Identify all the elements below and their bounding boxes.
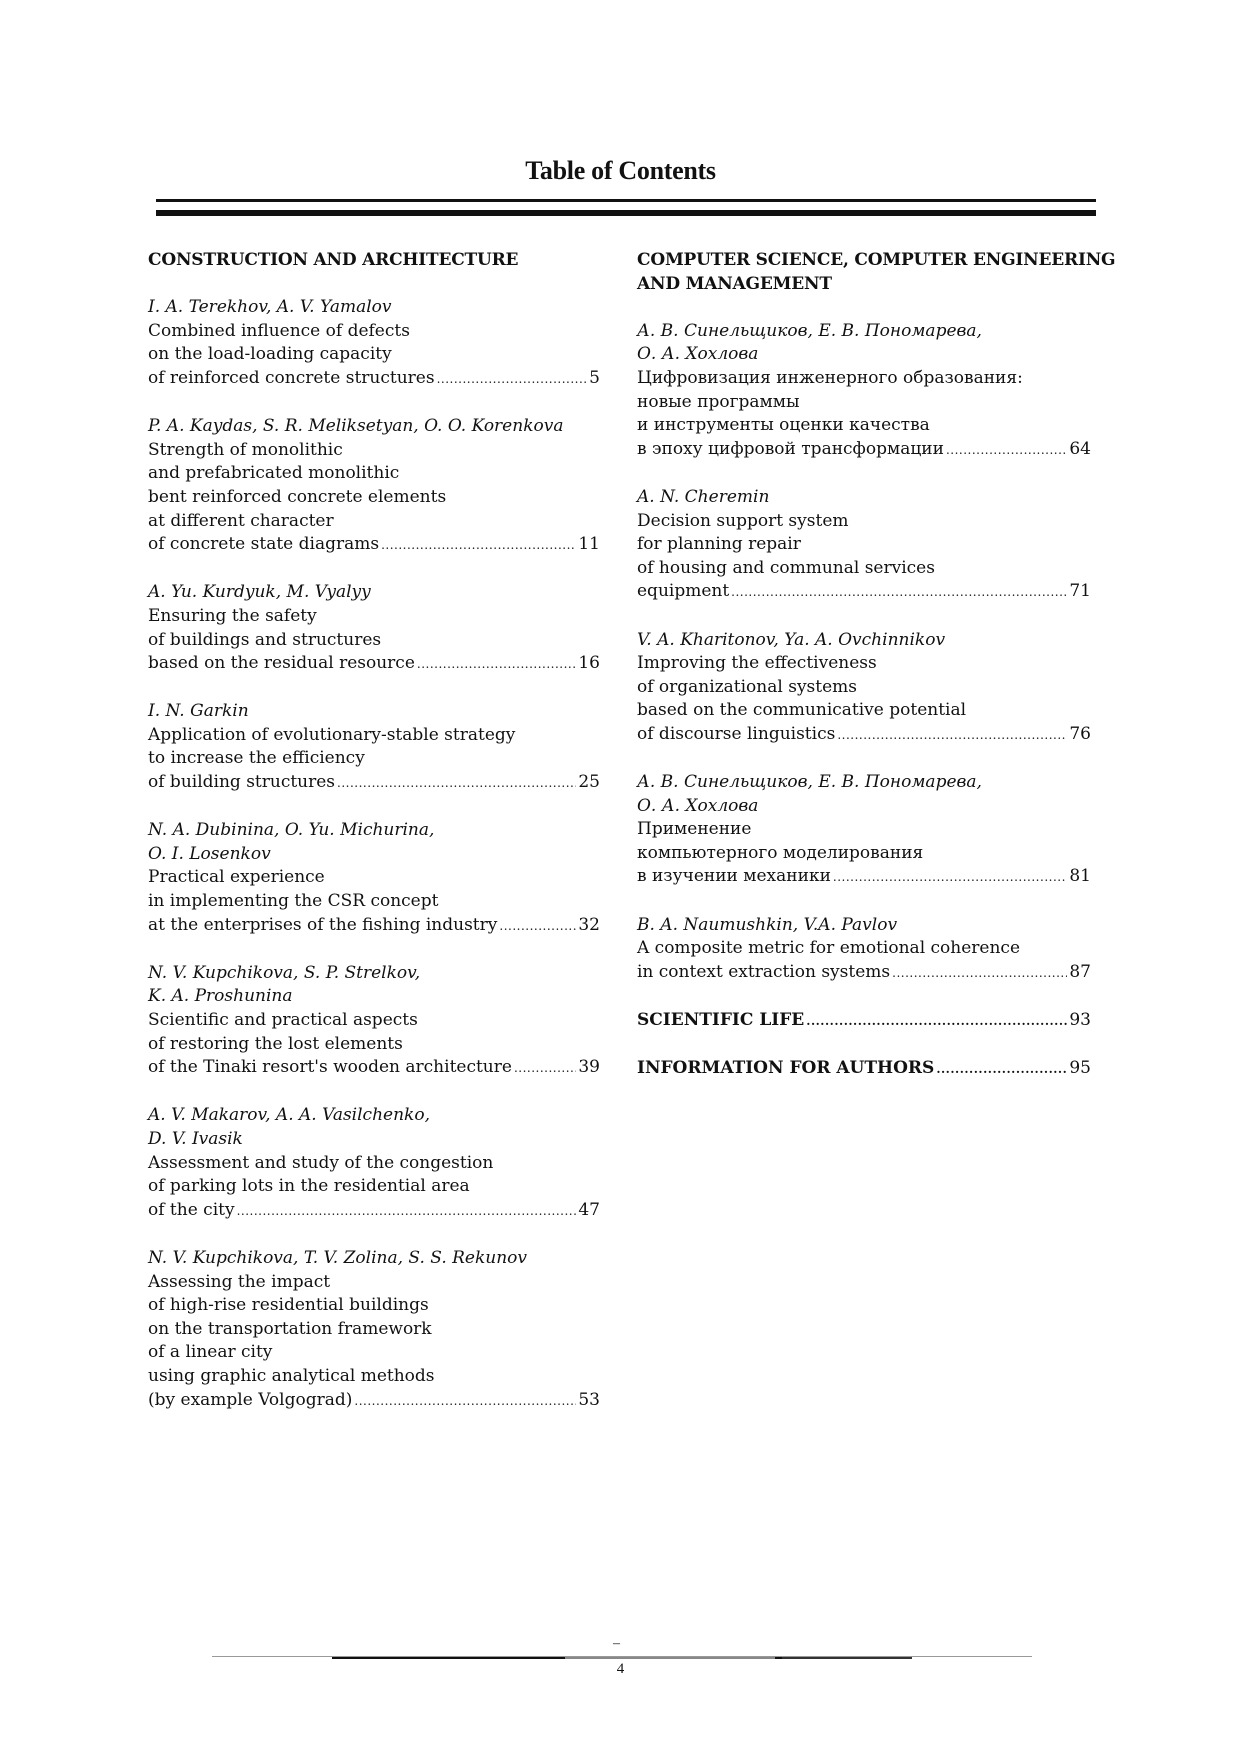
entry-authors: V. A. Kharitonov, Ya. A. Ovchinnikov xyxy=(637,629,946,650)
entry-authors: А. В. Синельщиков, Е. В. Пономарева, xyxy=(637,772,982,793)
entry-last-line xyxy=(148,652,600,677)
entry-page-number: 64 xyxy=(1069,438,1091,459)
entry-title-line: новые программы xyxy=(637,391,800,412)
dot-leader xyxy=(514,1057,576,1081)
section-link[interactable] xyxy=(637,1057,1091,1082)
dot-leader xyxy=(437,368,588,392)
entry-last-line xyxy=(148,533,600,558)
entry-authors: N. V. Kupchikova, T. V. Zolina, S. S. Rekunov xyxy=(148,1247,528,1268)
toc-entry[interactable] xyxy=(637,486,1091,605)
entry-page-number: 87 xyxy=(1069,961,1091,982)
entry-title-line: for planning repair xyxy=(637,534,801,555)
right-entries xyxy=(637,320,1091,986)
entry-authors: A. N. Cheremin xyxy=(637,486,770,507)
entry-last-line xyxy=(148,914,600,939)
entry-authors: I. A. Terekhov, A. V. Yamalov xyxy=(148,297,392,318)
entry-title-line: of high-rise residential buildings xyxy=(148,1295,429,1316)
entry-page-number: 53 xyxy=(578,1389,600,1410)
entry-authors: N. A. Dubinina, O. Yu. Michurina, xyxy=(148,820,435,841)
entry-authors: P. A. Kaydas, S. R. Meliksetyan, O. O. Korenkova xyxy=(148,416,564,437)
entry-title-line: on the transportation framework xyxy=(148,1318,432,1339)
dot-leader xyxy=(892,962,1067,986)
dot-leader xyxy=(806,1010,1067,1034)
toc-entry[interactable] xyxy=(148,1104,600,1223)
entry-title-line: of housing and communal services xyxy=(637,557,935,578)
entry-title-line: of concrete state diagrams xyxy=(148,534,380,555)
entry-title-line: Improving the effectiveness xyxy=(637,653,877,674)
footer-dash: – xyxy=(613,1636,620,1651)
toc-entry[interactable] xyxy=(637,629,1091,748)
entry-title-line: of building structures xyxy=(148,772,336,793)
entry-title-line: of a linear city xyxy=(148,1342,273,1363)
entry-title-line: Цифровизация инженерного образования: xyxy=(637,367,1023,388)
right-column xyxy=(637,249,1116,1082)
left-entries xyxy=(148,296,600,1413)
left-column xyxy=(148,249,600,1413)
page-title: Table of Contents xyxy=(525,156,716,185)
entry-last-line xyxy=(148,1056,600,1081)
entry-title-line: Application of evolutionary-stable strategy xyxy=(148,724,516,745)
dot-leader xyxy=(237,1200,577,1224)
entry-title-line: Decision support system xyxy=(637,510,849,531)
entry-authors: B. A. Naumushkin, V.A. Pavlov xyxy=(637,914,898,935)
entry-authors: K. A. Proshunina xyxy=(148,986,293,1007)
section-page-number: 95 xyxy=(1069,1058,1091,1079)
section-heading-construction: CONSTRUCTION AND ARCHITECTURE xyxy=(148,250,519,270)
entry-last-line xyxy=(148,1199,600,1224)
entry-title-line: of reinforced concrete structures xyxy=(148,367,435,388)
entry-title-line: A composite metric for emotional coherence xyxy=(637,938,1021,959)
entry-title-line: Assessing the impact xyxy=(148,1271,331,1292)
entry-authors: I. N. Garkin xyxy=(148,701,249,722)
entry-title-line: to increase the efficiency xyxy=(148,748,365,769)
entry-page-number: 71 xyxy=(1069,581,1091,602)
entry-page-number: 76 xyxy=(1069,723,1091,744)
toc-entry[interactable] xyxy=(148,962,600,1081)
entry-title-line: Practical experience xyxy=(148,867,325,888)
entry-last-line xyxy=(148,1389,600,1414)
entry-title-line: Ensuring the safety xyxy=(148,605,317,626)
entry-title-line: Применение xyxy=(637,819,752,840)
entry-title-line: в изучении механики xyxy=(637,866,831,887)
dot-leader xyxy=(354,1390,576,1414)
entry-authors: O. I. Losenkov xyxy=(148,843,271,864)
entry-title-line: и инструменты оценки качества xyxy=(637,415,930,436)
entry-page-number: 32 xyxy=(578,914,600,935)
entry-title-line: based on the residual resource xyxy=(148,653,415,674)
title-rule-thin xyxy=(156,199,1096,202)
entry-title-line: of restoring the lost elements xyxy=(148,1033,403,1054)
dot-leader xyxy=(417,653,576,677)
entry-authors: О. А. Хохлова xyxy=(637,344,759,365)
dot-leader xyxy=(946,439,1067,463)
entry-title-line: Strength of monolithic xyxy=(148,439,343,460)
entry-title-line: on the load-loading capacity xyxy=(148,344,392,365)
entry-title-line: of buildings and structures xyxy=(148,629,382,650)
section-page-number: 93 xyxy=(1069,1010,1091,1030)
entry-authors: О. А. Хохлова xyxy=(637,795,759,816)
toc-entry[interactable] xyxy=(637,771,1091,890)
toc-entry[interactable] xyxy=(637,914,1091,986)
standalone-sections xyxy=(637,1009,1091,1082)
entry-page-number: 47 xyxy=(578,1199,600,1220)
entry-title-line: компьютерного моделирования xyxy=(637,842,924,863)
heading-line: COMPUTER SCIENCE, COMPUTER ENGINEERING xyxy=(637,250,1116,270)
dot-leader xyxy=(499,915,576,939)
section-link[interactable] xyxy=(637,1009,1091,1034)
heading-line: AND MANAGEMENT xyxy=(637,273,832,294)
entry-page-number: 39 xyxy=(578,1057,600,1078)
page-number: 4 xyxy=(616,1661,625,1677)
dot-leader xyxy=(833,866,1067,890)
entry-last-line xyxy=(637,865,1091,890)
entry-title-line: in context extraction systems xyxy=(637,961,891,982)
entry-title-line: and prefabricated monolithic xyxy=(148,463,400,484)
toc-entry[interactable] xyxy=(637,320,1091,463)
entry-title-line: of parking lots in the residential area xyxy=(148,1176,470,1197)
dot-leader xyxy=(837,724,1067,748)
entry-last-line xyxy=(637,438,1091,463)
entry-title-line: в эпоху цифровой трансформации xyxy=(637,438,944,459)
title-rule-thick xyxy=(156,210,1096,216)
entry-title-line: based on the communicative potential xyxy=(637,700,967,721)
dot-leader xyxy=(936,1058,1067,1082)
entry-last-line xyxy=(637,723,1091,748)
entry-page-number: 16 xyxy=(578,653,600,674)
dot-leader xyxy=(337,772,576,796)
toc-entry[interactable] xyxy=(148,296,600,391)
entry-title-line: of the Tinaki resort's wooden architecture xyxy=(148,1057,512,1078)
toc-entry[interactable] xyxy=(148,700,600,795)
entry-title-line: of organizational systems xyxy=(637,676,858,697)
entry-authors: А. В. Синельщиков, Е. В. Пономарева, xyxy=(637,320,982,341)
entry-title-line: (by example Volgograd) xyxy=(148,1389,353,1410)
toc-entry[interactable] xyxy=(148,581,600,676)
entry-page-number: 11 xyxy=(578,534,600,555)
entry-page-number: 25 xyxy=(578,772,600,793)
entry-authors: D. V. Ivasik xyxy=(148,1128,243,1149)
entry-title-line: equipment xyxy=(637,581,730,602)
entry-page-number: 81 xyxy=(1069,866,1091,887)
entry-title-line: of the city xyxy=(148,1199,235,1220)
entry-title-line: Assessment and study of the congestion xyxy=(148,1152,494,1173)
section-label: SCIENTIFIC LIFE xyxy=(637,1010,805,1030)
toc-entry[interactable] xyxy=(148,819,600,938)
toc-entry[interactable] xyxy=(148,415,600,558)
entry-title-line: using graphic analytical methods xyxy=(148,1365,435,1386)
entry-title-line: in implementing the CSR concept xyxy=(148,891,439,912)
entry-last-line xyxy=(148,771,600,796)
entry-title-line: at different character xyxy=(148,510,334,531)
section-heading-computer-science xyxy=(637,249,1116,296)
entry-authors: N. V. Kupchikova, S. P. Strelkov, xyxy=(148,962,421,983)
toc-entry[interactable] xyxy=(148,1247,600,1413)
entry-title-line: Scientific and practical aspects xyxy=(148,1010,418,1030)
entry-last-line xyxy=(637,961,1091,986)
entry-title-line: of discourse linguistics xyxy=(637,723,836,744)
entry-title-line: bent reinforced concrete elements xyxy=(148,486,447,507)
entry-title-line: at the enterprises of the fishing industry xyxy=(148,914,498,935)
entry-authors: A. Yu. Kurdyuk, M. Vyalyy xyxy=(148,582,371,603)
section-label: INFORMATION FOR AUTHORS xyxy=(637,1058,935,1079)
footer-rule xyxy=(782,1657,912,1659)
entry-last-line xyxy=(148,367,600,392)
dot-leader xyxy=(731,581,1067,605)
footer-rule xyxy=(565,1657,775,1659)
entry-authors: A. V. Makarov, A. A. Vasilchenko, xyxy=(148,1105,430,1126)
entry-title-line: Combined influence of defects xyxy=(148,320,410,341)
entry-last-line xyxy=(637,580,1091,605)
dot-leader xyxy=(381,534,576,558)
entry-page-number: 5 xyxy=(589,367,600,388)
